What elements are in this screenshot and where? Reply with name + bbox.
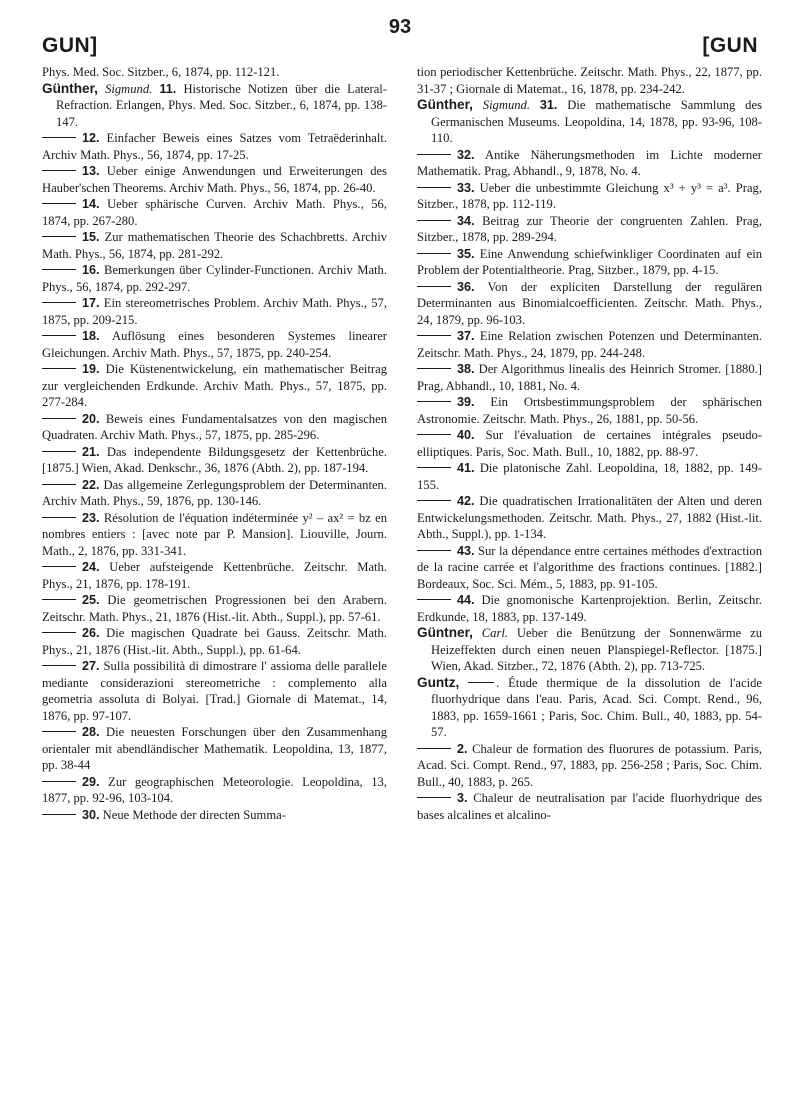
- ditto-dash: [417, 286, 451, 287]
- entry-text: Sur la dépendance entre certaines méthodes d'extraction de la racine carrée et l'algorithme des fractions continues. [1882.] Bordeaux, Soc. Sci. Mém., 5, 1883, pp. 91-105.: [417, 543, 762, 591]
- entry-text: Sur l'évaluation de certaines intégrales pseudo-elliptiques. Paris, Soc. Math. Bull., 10, 1882, pp. 88-97.: [417, 428, 763, 459]
- entry-text: Bemerkungen über Cylinder-Functionen. Archiv Math. Phys., 56, 1874, pp. 292-297.: [42, 263, 387, 294]
- entry-text: Eine Anwendung schiefwinkliger Coordinaten auf ein Problem der Potentialtheorie. Prag, Sitzber., 1879, pp. 4-15.: [417, 246, 762, 277]
- bib-entry: [417, 592, 762, 625]
- bib-entry: [42, 724, 387, 774]
- ditto-dash: [42, 632, 76, 633]
- entry-number: 22.: [82, 477, 100, 492]
- entry-text: Chaleur de formation des fluorures de potassium. Paris, Acad. Sci. Compt. Rend., 97, 1883, pp. 256-258 ; Paris, Soc. Chim. Bull., 40, 1883, p. 265.: [417, 741, 762, 789]
- ditto-dash: [417, 434, 451, 435]
- entry-number: 38.: [457, 362, 475, 376]
- entry-number: 40.: [457, 428, 475, 442]
- entry-text: Die neuesten Forschungen über den Zusammenhang orientaler mit abendländischer Mathematik. Leopoldina, 13, 1877, pp. 38-44: [42, 725, 387, 772]
- entry-text: Ueber sphärische Curven. Archiv Math. Phys., 56, 1874, pp. 267-280.: [42, 197, 387, 228]
- entry-text: Einfacher Beweis eines Satzes vom Tetraëderinhalt. Archiv Math. Phys., 56, 1874, pp. 17-25.: [42, 131, 387, 162]
- ditto-dash: [42, 599, 76, 600]
- author-given-name: Sigmund.: [105, 81, 153, 96]
- entry-text: Die geometrischen Progressionen bei den Arabern. Zeitschr. Math. Phys., 21, 1876 (Hist.-lit. Abth., Suppl.), pp. 57-61.: [42, 593, 387, 624]
- entry-text: Von der expliciten Darstellung der regulären Determinanten aus Binomialcoefficienten. Zeitschr. Math. Phys., 24, 1879, pp. 96-103.: [417, 279, 762, 327]
- ditto-dash: [417, 550, 451, 551]
- author-entry: Guntz, . Étude thermique de la dissolution de l'acide fluorhydrique dans l'eau. Paris, Acad. Sci. Compt. Rend., 96, 1883, pp. 1659-1661 ; Paris, Soc. Chim. Bull., 40, 1883, pp. 54-57.: [417, 674, 762, 739]
- ditto-dash: [42, 731, 76, 732]
- entry-text: Auflösung eines besonderen Systemes linearer Gleichungen. Archiv Math. Phys., 57, 1875, pp. 240-254.: [42, 329, 387, 360]
- author-entry: [42, 81, 387, 131]
- ditto-dash: [42, 566, 76, 567]
- entry-number: 29.: [82, 774, 100, 789]
- bib-entry: [42, 229, 387, 262]
- entry-number: 35.: [457, 246, 475, 261]
- left-column: [42, 64, 387, 823]
- ditto-dash: [417, 187, 451, 188]
- page-header: [42, 16, 758, 57]
- bib-entry: [417, 328, 762, 361]
- entry-number: 15.: [82, 230, 100, 244]
- bib-entry: [42, 196, 387, 229]
- right-column: [417, 64, 762, 823]
- entry-number: 43.: [457, 543, 475, 558]
- ditto-dash: [42, 236, 76, 237]
- entry-number: 23.: [82, 510, 100, 525]
- entry-number: 34.: [457, 213, 475, 228]
- bib-entry: [42, 658, 387, 724]
- entry-text: Historische Notizen über die Lateral-Refraction. Erlangen, Phys. Med. Soc. Sitzber., 6, 1874, pp. 138-147.: [56, 81, 387, 129]
- bib-entry: [417, 394, 762, 427]
- ditto-dash: [417, 748, 451, 749]
- bib-entry: [417, 790, 762, 823]
- running-head-left: GUN]: [42, 34, 98, 57]
- bib-entry: [417, 460, 762, 493]
- ditto-dash: [417, 154, 451, 155]
- ditto-dash: [42, 368, 76, 369]
- ditto-dash: [417, 500, 451, 501]
- entry-text: Zur geographischen Meteorologie. Leopoldina, 13, 1877, pp. 92-96, 103-104.: [42, 774, 387, 805]
- ditto-dash: [42, 484, 76, 485]
- entry-number: 17.: [82, 296, 100, 310]
- author-surname: Günther,: [42, 80, 98, 96]
- entry-text: Ueber aufsteigende Kettenbrüche. Zeitschr. Math. Phys., 21, 1876, pp. 178-191.: [42, 560, 387, 591]
- bib-entry: [42, 361, 387, 411]
- entry-number: 27.: [82, 659, 100, 673]
- entry-number: 12.: [82, 131, 100, 145]
- bib-entry: [42, 774, 387, 807]
- entry-number: 42.: [457, 494, 475, 508]
- bib-entry: [417, 279, 762, 329]
- entry-number: 41.: [457, 461, 475, 475]
- entry-text: Beitrag zur Theorie der congruenten Zahlen. Prag, Sitzber., 1878, pp. 289-294.: [417, 213, 763, 244]
- entry-number: 20.: [82, 411, 100, 426]
- entry-number: 26.: [82, 626, 100, 640]
- bib-entry: [417, 361, 762, 394]
- entry-text: Ueber die unbestimmte Gleichung x³ + y³ = a³. Prag, Sitzber., 1878, pp. 112-119.: [417, 180, 762, 211]
- bib-entry: [42, 510, 387, 560]
- bib-entry: [417, 741, 762, 791]
- entry-number: 37.: [457, 329, 475, 343]
- bib-entry: [42, 262, 387, 295]
- entry-number: 32.: [457, 147, 475, 162]
- entry-text: Zur mathematischen Theorie des Schachbretts. Archiv Math. Phys., 56, 1874, pp. 281-292.: [42, 230, 387, 261]
- two-column-body: [42, 64, 762, 823]
- ditto-dash: [417, 335, 451, 336]
- bib-entry: [42, 592, 387, 625]
- entry-text: Die gnomonische Kartenprojektion. Berlin, Zeitschr. Erdkunde, 18, 1883, pp. 137-149.: [417, 593, 763, 624]
- entry-text: Die platonische Zahl. Leopoldina, 18, 1882, pp. 149-155.: [417, 461, 762, 492]
- author-entry: [417, 625, 762, 675]
- entry-text: Ueber die Benützung der Sonnenwärme zu Heizeffekten durch einen neuen Planspiegel-Reflector. [1875.] Wien, Akad. Sitzber., 72, 1876 (Abth. 2), pp. 713-725.: [431, 626, 762, 673]
- bib-entry: [42, 295, 387, 328]
- author-given-name: Sigmund.: [482, 98, 530, 112]
- bib-entry: [42, 163, 387, 196]
- bib-entry: [417, 493, 762, 543]
- entry-text: Der Algorithmus linealis des Heinrich Stromer. [1880.] Prag, Abhandl., 10, 1881, No. 4.: [417, 362, 762, 393]
- entry-number: 44.: [457, 593, 475, 607]
- bib-entry: [42, 328, 387, 361]
- bib-entry: [42, 411, 387, 444]
- entry-text: Étude thermique de la dissolution de l'acide fluorhydrique dans l'eau. Paris, Acad. Sci. Compt. Rend., 96, 1883, pp. 1659-1661 ; Paris, Soc. Chim. Bull., 40, 1883, pp. 54-57.: [431, 675, 762, 739]
- entry-text: Antike Näherungsmethoden im Lichte moderner Mathematik. Prag, Abhandl., 9, 1878, No. 4.: [417, 147, 762, 178]
- bib-entry: [417, 543, 762, 593]
- entry-text: Ein Ortsbestimmungsproblem der sphärischen Astronomie. Zeitschr. Math. Phys., 26, 1881, pp. 50-56.: [417, 395, 762, 426]
- bib-entry: [42, 559, 387, 592]
- entry-text: Ueber einige Anwendungen und Erweiterungen des Hauber'schen Theorems. Archiv Math. Phys., 56, 1874, pp. 26-40.: [42, 164, 387, 195]
- bib-entry: [417, 180, 762, 213]
- entry-number: 36.: [457, 279, 475, 294]
- author-surname: Günther,: [417, 97, 473, 112]
- entry-number: 28.: [82, 725, 100, 739]
- entry-number: 24.: [82, 560, 100, 574]
- entry-number: 16.: [82, 263, 100, 277]
- entry-text: Phys. Med. Soc. Sitzber., 6, 1874, pp. 112-121.: [42, 65, 280, 79]
- ditto-dash: [417, 220, 451, 221]
- entry-number: 33.: [457, 180, 475, 195]
- entry-number: 11.: [159, 81, 177, 96]
- bib-entry: [42, 130, 387, 163]
- ditto-dash: [42, 451, 76, 452]
- entry-text: Das allgemeine Zerlegungsproblem der Determinanten. Archiv Math. Phys., 59, 1876, pp. 130-146.: [42, 477, 387, 508]
- entry-text: Die mathematische Sammlung des Germanischen Museums. Leopoldina, 14, 1878, pp. 93-96, 108-110.: [431, 98, 762, 145]
- entry-number: 30.: [82, 807, 100, 822]
- ditto-dash: [468, 682, 494, 683]
- bib-entry: [42, 444, 387, 477]
- ditto-dash: [42, 302, 76, 303]
- continued-entry: [417, 64, 762, 97]
- entry-text: Beweis eines Fundamentalsatzes von den magischen Quadraten. Archiv Math. Phys., 57, 1875, pp. 285-296.: [42, 411, 387, 442]
- entry-number: 39.: [457, 395, 475, 409]
- entry-number: 21.: [82, 444, 100, 459]
- bib-entry: [42, 477, 387, 510]
- ditto-dash: [417, 401, 451, 402]
- bib-entry: [417, 147, 762, 180]
- entry-number: 18.: [82, 329, 100, 343]
- bib-entry: [417, 213, 762, 246]
- bib-entry: [42, 807, 387, 824]
- entry-number: 2.: [457, 741, 468, 756]
- entry-text: Die quadratischen Irrationalitäten der Alten und deren Entwickelungsmethoden. Zeitschr. Math. Phys., 27, 1882 (Hist.-lit. Abth., Suppl.), pp. 1-134.: [417, 494, 762, 541]
- ditto-dash: [417, 797, 451, 798]
- page-number: 93: [388, 16, 412, 38]
- entry-number: 14.: [82, 197, 100, 211]
- entry-text: Eine Relation zwischen Potenzen und Determinanten. Zeitschr. Math. Phys., 24, 1879, pp. 244-248.: [417, 329, 762, 360]
- ditto-dash: [42, 269, 76, 270]
- entry-number: 19.: [82, 362, 100, 376]
- bib-entry: [42, 625, 387, 658]
- entry-text: Das independente Bildungsgesetz der Kettenbrüche. [1875.] Wien, Akad. Denkschr., 36, 1876 (Abth. 2), pp. 187-194.: [42, 444, 387, 475]
- continued-entry: [42, 64, 387, 81]
- ditto-dash: [42, 814, 76, 815]
- entry-text: Ein stereometrisches Problem. Archiv Math. Phys., 57, 1875, pp. 209-215.: [42, 296, 387, 327]
- ditto-dash: [42, 517, 76, 518]
- entry-text: Chaleur de neutralisation par l'acide fluorhydrique des bases alcalines et alcalino-: [417, 791, 763, 822]
- ditto-dash: [42, 170, 76, 171]
- entry-number: 3.: [457, 791, 468, 805]
- entry-number: 13.: [82, 164, 100, 178]
- ditto-dash: [42, 781, 76, 782]
- running-head-right: [GUN: [702, 34, 758, 57]
- entry-number: 31.: [539, 98, 558, 112]
- bib-entry: [417, 427, 762, 460]
- author-entry: [417, 97, 762, 147]
- ditto-dash: [42, 418, 76, 419]
- ditto-dash: [42, 665, 76, 666]
- entry-text: Die Küstenentwickelung, ein mathematischer Beitrag zur vergleichenden Erdkunde. Archiv Math. Phys., 57, 1875, pp. 277-284.: [42, 362, 387, 409]
- ditto-dash: [42, 203, 76, 204]
- entry-text: Sulla possibilità di dimostrare l' assioma delle parallele mediante considerazioni stereometriche : complemento alla geometria assoluta di Bolyai. [Trad.] Giornale di Matemat., 14, 1876, pp. 97-107.: [42, 659, 387, 723]
- entry-text: Résolution de l'équation indéterminée y² – ax² = bz en nombres entiers : [avec note par P. Mansion]. Liouville, Journ. Math., 2, 1876, pp. 331-341.: [42, 510, 387, 558]
- ditto-dash: [42, 137, 76, 138]
- author-given-name: Carl.: [481, 626, 509, 640]
- author-surname: Güntner,: [417, 625, 473, 640]
- bib-entry: [417, 246, 762, 279]
- ditto-dash: [417, 467, 451, 468]
- ditto-dash: [417, 599, 451, 600]
- entry-text: tion periodischer Kettenbrüche. Zeitschr. Math. Phys., 22, 1877, pp. 31-37 ; Giornale di Matemat., 16, 1878, pp. 234-242.: [417, 65, 762, 96]
- entry-text: Die magischen Quadrate bei Gauss. Zeitschr. Math. Phys., 21, 1876 (Hist.-lit. Abth., Suppl.), pp. 61-64.: [42, 626, 387, 657]
- ditto-dash: [42, 335, 76, 336]
- ditto-dash: [417, 253, 451, 254]
- ditto-dash: [417, 368, 451, 369]
- entry-number: 25.: [82, 593, 100, 607]
- author-surname: Guntz,: [417, 674, 460, 690]
- entry-text: Neue Methode der directen Summa-: [102, 807, 286, 822]
